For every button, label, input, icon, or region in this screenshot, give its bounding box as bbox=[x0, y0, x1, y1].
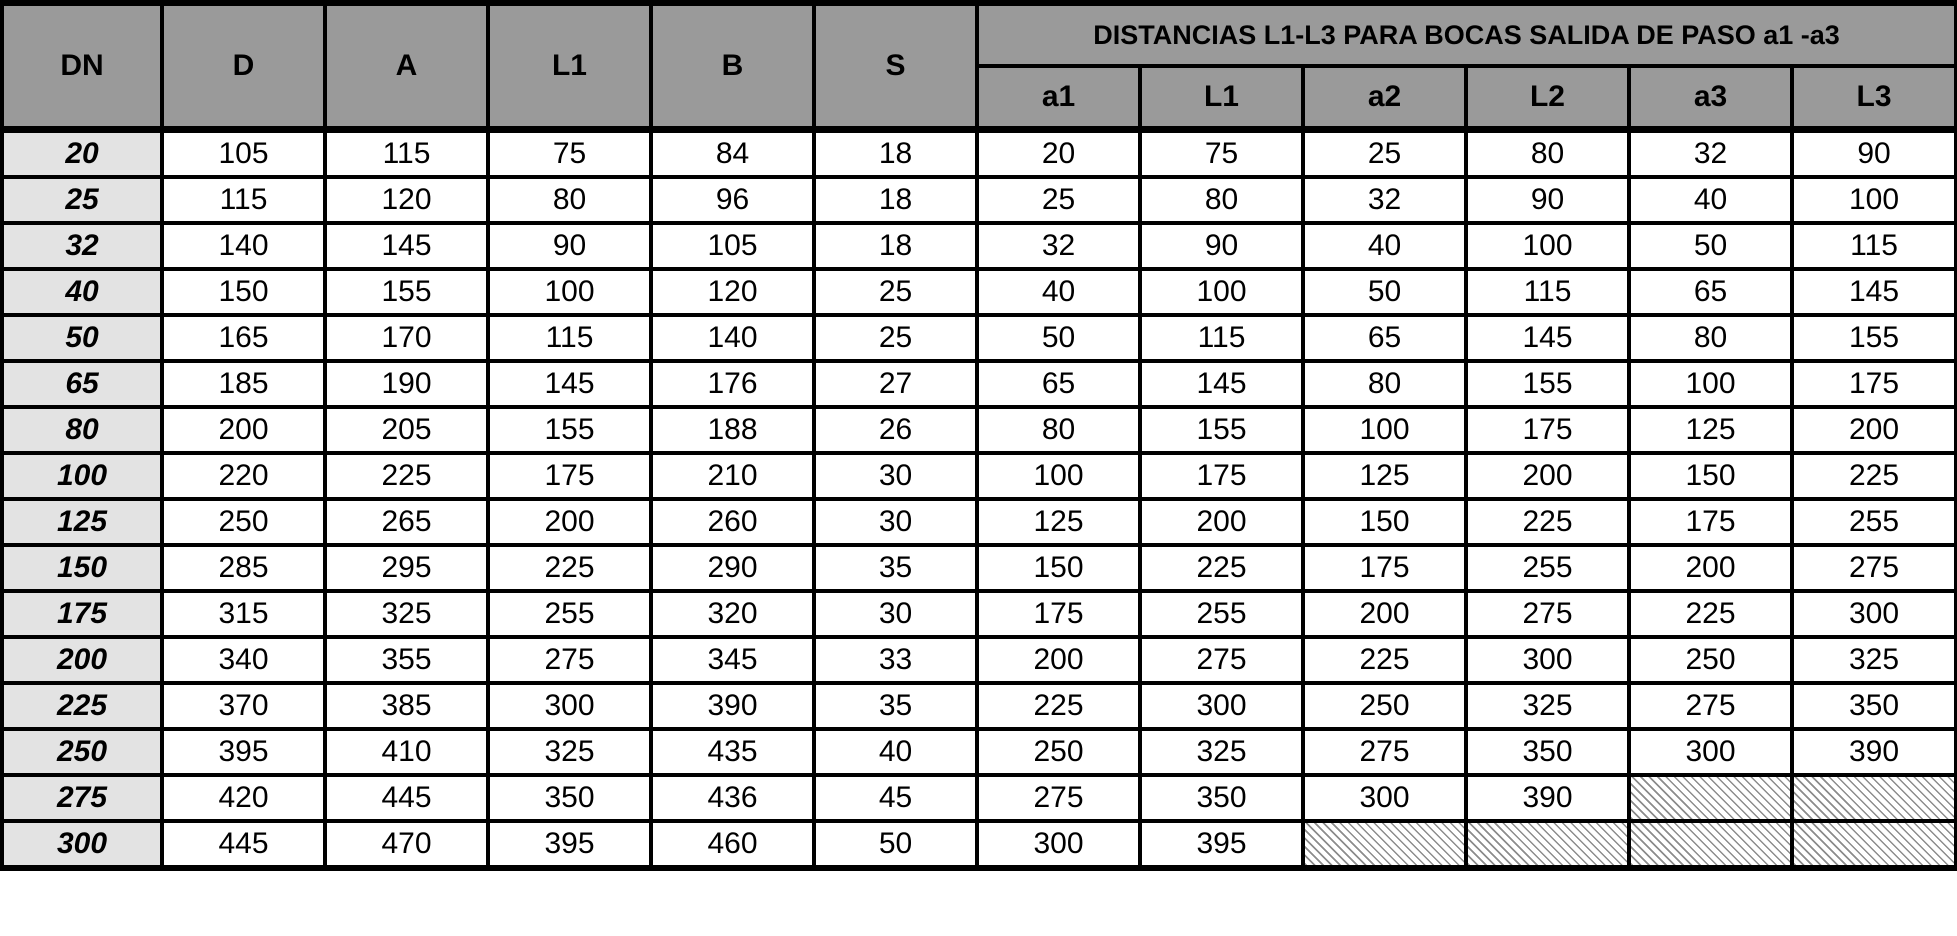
cell-a: 120 bbox=[325, 177, 488, 223]
cell-l2: 100 bbox=[1466, 223, 1629, 269]
cell-d: 370 bbox=[162, 683, 325, 729]
cell-d: 340 bbox=[162, 637, 325, 683]
table-row bbox=[2, 637, 1956, 683]
cell-a3: 300 bbox=[1629, 729, 1792, 775]
cell-dn: 150 bbox=[2, 545, 162, 591]
cell-dn: 25 bbox=[2, 177, 162, 223]
cell-a: 470 bbox=[325, 821, 488, 868]
cell-l1: 275 bbox=[488, 637, 651, 683]
cell-dn: 50 bbox=[2, 315, 162, 361]
cell-l1: 155 bbox=[488, 407, 651, 453]
cell-a3: 32 bbox=[1629, 130, 1792, 178]
cell-a3-not-applicable bbox=[1629, 775, 1792, 821]
cell-a2: 100 bbox=[1303, 407, 1466, 453]
cell-dn: 250 bbox=[2, 729, 162, 775]
cell-group-l1: 255 bbox=[1140, 591, 1303, 637]
cell-l2: 275 bbox=[1466, 591, 1629, 637]
cell-d: 250 bbox=[162, 499, 325, 545]
cell-a3: 200 bbox=[1629, 545, 1792, 591]
cell-a1: 225 bbox=[977, 683, 1140, 729]
cell-a1: 50 bbox=[977, 315, 1140, 361]
cell-group-l1: 300 bbox=[1140, 683, 1303, 729]
cell-d: 420 bbox=[162, 775, 325, 821]
cell-dn: 20 bbox=[2, 130, 162, 178]
cell-group-l1: 225 bbox=[1140, 545, 1303, 591]
cell-a1: 65 bbox=[977, 361, 1140, 407]
cell-s: 35 bbox=[814, 545, 977, 591]
cell-l2: 80 bbox=[1466, 130, 1629, 178]
header-a1: a1 bbox=[977, 66, 1140, 130]
cell-l2: 325 bbox=[1466, 683, 1629, 729]
cell-a: 355 bbox=[325, 637, 488, 683]
cell-s: 30 bbox=[814, 591, 977, 637]
cell-a1: 125 bbox=[977, 499, 1140, 545]
cell-b: 105 bbox=[651, 223, 814, 269]
cell-a: 295 bbox=[325, 545, 488, 591]
cell-l3-not-applicable bbox=[1792, 821, 1956, 868]
table-row bbox=[2, 269, 1956, 315]
cell-a1: 80 bbox=[977, 407, 1140, 453]
cell-l1: 225 bbox=[488, 545, 651, 591]
cell-l2: 175 bbox=[1466, 407, 1629, 453]
cell-l1: 75 bbox=[488, 130, 651, 178]
table-row bbox=[2, 591, 1956, 637]
cell-a1: 300 bbox=[977, 821, 1140, 868]
cell-a: 170 bbox=[325, 315, 488, 361]
cell-l3: 255 bbox=[1792, 499, 1956, 545]
cell-group-l1: 200 bbox=[1140, 499, 1303, 545]
header-a: A bbox=[325, 3, 488, 130]
cell-a2: 40 bbox=[1303, 223, 1466, 269]
cell-d: 220 bbox=[162, 453, 325, 499]
header-b: B bbox=[651, 3, 814, 130]
cell-a: 205 bbox=[325, 407, 488, 453]
cell-l1: 90 bbox=[488, 223, 651, 269]
cell-a1: 100 bbox=[977, 453, 1140, 499]
header-l1: L1 bbox=[488, 3, 651, 130]
cell-l3: 390 bbox=[1792, 729, 1956, 775]
cell-dn: 125 bbox=[2, 499, 162, 545]
cell-group-l1: 115 bbox=[1140, 315, 1303, 361]
cell-a2: 125 bbox=[1303, 453, 1466, 499]
cell-a1: 275 bbox=[977, 775, 1140, 821]
cell-a3: 175 bbox=[1629, 499, 1792, 545]
cell-group-l1: 175 bbox=[1140, 453, 1303, 499]
cell-l2: 115 bbox=[1466, 269, 1629, 315]
cell-a1: 20 bbox=[977, 130, 1140, 178]
cell-a: 115 bbox=[325, 130, 488, 178]
cell-a2: 250 bbox=[1303, 683, 1466, 729]
table-row bbox=[2, 223, 1956, 269]
cell-group-l1: 155 bbox=[1140, 407, 1303, 453]
table-row bbox=[2, 821, 1956, 868]
cell-b: 390 bbox=[651, 683, 814, 729]
cell-l2: 300 bbox=[1466, 637, 1629, 683]
header-dn: DN bbox=[2, 3, 162, 130]
cell-a3: 225 bbox=[1629, 591, 1792, 637]
cell-a1: 32 bbox=[977, 223, 1140, 269]
cell-a3: 80 bbox=[1629, 315, 1792, 361]
cell-a1: 175 bbox=[977, 591, 1140, 637]
cell-a2: 50 bbox=[1303, 269, 1466, 315]
cell-a: 145 bbox=[325, 223, 488, 269]
cell-b: 345 bbox=[651, 637, 814, 683]
cell-group-l1: 395 bbox=[1140, 821, 1303, 868]
table-row bbox=[2, 683, 1956, 729]
cell-a3-not-applicable bbox=[1629, 821, 1792, 868]
cell-l1: 350 bbox=[488, 775, 651, 821]
cell-dn: 175 bbox=[2, 591, 162, 637]
cell-d: 115 bbox=[162, 177, 325, 223]
cell-s: 25 bbox=[814, 269, 977, 315]
cell-l3: 325 bbox=[1792, 637, 1956, 683]
cell-group-l1: 350 bbox=[1140, 775, 1303, 821]
cell-l3: 175 bbox=[1792, 361, 1956, 407]
cell-group-l1: 145 bbox=[1140, 361, 1303, 407]
cell-l2: 350 bbox=[1466, 729, 1629, 775]
cell-d: 105 bbox=[162, 130, 325, 178]
cell-dn: 275 bbox=[2, 775, 162, 821]
cell-b: 435 bbox=[651, 729, 814, 775]
cell-group-l1: 275 bbox=[1140, 637, 1303, 683]
cell-l1: 325 bbox=[488, 729, 651, 775]
cell-b: 210 bbox=[651, 453, 814, 499]
cell-a2-not-applicable bbox=[1303, 821, 1466, 868]
cell-l3: 145 bbox=[1792, 269, 1956, 315]
cell-l3: 115 bbox=[1792, 223, 1956, 269]
cell-group-l1: 325 bbox=[1140, 729, 1303, 775]
cell-dn: 300 bbox=[2, 821, 162, 868]
cell-s: 27 bbox=[814, 361, 977, 407]
cell-b: 176 bbox=[651, 361, 814, 407]
cell-l1: 115 bbox=[488, 315, 651, 361]
cell-a2: 300 bbox=[1303, 775, 1466, 821]
cell-a: 445 bbox=[325, 775, 488, 821]
cell-b: 320 bbox=[651, 591, 814, 637]
cell-l2-not-applicable bbox=[1466, 821, 1629, 868]
cell-a1: 40 bbox=[977, 269, 1140, 315]
cell-l2: 255 bbox=[1466, 545, 1629, 591]
cell-d: 285 bbox=[162, 545, 325, 591]
cell-a1: 200 bbox=[977, 637, 1140, 683]
cell-a2: 225 bbox=[1303, 637, 1466, 683]
header-d: D bbox=[162, 3, 325, 130]
cell-l1: 395 bbox=[488, 821, 651, 868]
cell-dn: 80 bbox=[2, 407, 162, 453]
header-l2: L2 bbox=[1466, 66, 1629, 130]
cell-a2: 25 bbox=[1303, 130, 1466, 178]
cell-s: 18 bbox=[814, 177, 977, 223]
cell-l1: 255 bbox=[488, 591, 651, 637]
cell-a2: 275 bbox=[1303, 729, 1466, 775]
cell-d: 395 bbox=[162, 729, 325, 775]
cell-s: 40 bbox=[814, 729, 977, 775]
cell-l2: 225 bbox=[1466, 499, 1629, 545]
cell-d: 200 bbox=[162, 407, 325, 453]
cell-a2: 80 bbox=[1303, 361, 1466, 407]
cell-b: 436 bbox=[651, 775, 814, 821]
table-row bbox=[2, 315, 1956, 361]
table-row bbox=[2, 545, 1956, 591]
cell-a3: 50 bbox=[1629, 223, 1792, 269]
cell-a: 155 bbox=[325, 269, 488, 315]
cell-b: 120 bbox=[651, 269, 814, 315]
table-row bbox=[2, 177, 1956, 223]
cell-b: 84 bbox=[651, 130, 814, 178]
cell-l1: 145 bbox=[488, 361, 651, 407]
cell-d: 150 bbox=[162, 269, 325, 315]
cell-a1: 250 bbox=[977, 729, 1140, 775]
cell-a3: 125 bbox=[1629, 407, 1792, 453]
cell-l1: 175 bbox=[488, 453, 651, 499]
cell-s: 18 bbox=[814, 223, 977, 269]
cell-b: 290 bbox=[651, 545, 814, 591]
cell-a3: 65 bbox=[1629, 269, 1792, 315]
cell-d: 185 bbox=[162, 361, 325, 407]
cell-dn: 65 bbox=[2, 361, 162, 407]
cell-s: 18 bbox=[814, 130, 977, 178]
header-group-l1: L1 bbox=[1140, 66, 1303, 130]
cell-l1: 100 bbox=[488, 269, 651, 315]
cell-l2: 90 bbox=[1466, 177, 1629, 223]
cell-d: 165 bbox=[162, 315, 325, 361]
cell-d: 315 bbox=[162, 591, 325, 637]
table-body bbox=[2, 130, 1956, 869]
cell-a3: 40 bbox=[1629, 177, 1792, 223]
cell-l3: 90 bbox=[1792, 130, 1956, 178]
cell-b: 460 bbox=[651, 821, 814, 868]
cell-a: 190 bbox=[325, 361, 488, 407]
cell-d: 445 bbox=[162, 821, 325, 868]
cell-group-l1: 80 bbox=[1140, 177, 1303, 223]
cell-a3: 100 bbox=[1629, 361, 1792, 407]
cell-dn: 200 bbox=[2, 637, 162, 683]
cell-s: 30 bbox=[814, 499, 977, 545]
cell-l3: 155 bbox=[1792, 315, 1956, 361]
cell-s: 45 bbox=[814, 775, 977, 821]
cell-dn: 40 bbox=[2, 269, 162, 315]
cell-l1: 200 bbox=[488, 499, 651, 545]
cell-dn: 225 bbox=[2, 683, 162, 729]
table-row bbox=[2, 729, 1956, 775]
cell-s: 25 bbox=[814, 315, 977, 361]
table-row bbox=[2, 775, 1956, 821]
cell-l1: 80 bbox=[488, 177, 651, 223]
cell-a2: 150 bbox=[1303, 499, 1466, 545]
header-s: S bbox=[814, 3, 977, 130]
cell-dn: 32 bbox=[2, 223, 162, 269]
header-a3: a3 bbox=[1629, 66, 1792, 130]
cell-b: 140 bbox=[651, 315, 814, 361]
cell-a2: 200 bbox=[1303, 591, 1466, 637]
cell-l3: 225 bbox=[1792, 453, 1956, 499]
cell-l3: 100 bbox=[1792, 177, 1956, 223]
table-row bbox=[2, 361, 1956, 407]
cell-dn: 100 bbox=[2, 453, 162, 499]
cell-l2: 155 bbox=[1466, 361, 1629, 407]
cell-a: 325 bbox=[325, 591, 488, 637]
cell-l3-not-applicable bbox=[1792, 775, 1956, 821]
cell-b: 260 bbox=[651, 499, 814, 545]
cell-l2: 145 bbox=[1466, 315, 1629, 361]
cell-b: 96 bbox=[651, 177, 814, 223]
cell-a: 410 bbox=[325, 729, 488, 775]
table-row bbox=[2, 130, 1956, 178]
cell-l3: 350 bbox=[1792, 683, 1956, 729]
cell-a3: 150 bbox=[1629, 453, 1792, 499]
cell-l3: 275 bbox=[1792, 545, 1956, 591]
cell-a1: 25 bbox=[977, 177, 1140, 223]
cell-s: 50 bbox=[814, 821, 977, 868]
cell-a3: 250 bbox=[1629, 637, 1792, 683]
table-row bbox=[2, 453, 1956, 499]
header-group-distances: DISTANCIAS L1-L3 PARA BOCAS SALIDA DE PASO a1 -a3 bbox=[977, 3, 1956, 66]
cell-s: 35 bbox=[814, 683, 977, 729]
header-a2: a2 bbox=[1303, 66, 1466, 130]
cell-s: 33 bbox=[814, 637, 977, 683]
cell-a: 265 bbox=[325, 499, 488, 545]
cell-s: 26 bbox=[814, 407, 977, 453]
cell-b: 188 bbox=[651, 407, 814, 453]
cell-l2: 390 bbox=[1466, 775, 1629, 821]
cell-a3: 275 bbox=[1629, 683, 1792, 729]
cell-l1: 300 bbox=[488, 683, 651, 729]
cell-a1: 150 bbox=[977, 545, 1140, 591]
cell-a: 225 bbox=[325, 453, 488, 499]
cell-a2: 175 bbox=[1303, 545, 1466, 591]
cell-d: 140 bbox=[162, 223, 325, 269]
cell-a2: 32 bbox=[1303, 177, 1466, 223]
cell-group-l1: 90 bbox=[1140, 223, 1303, 269]
cell-l2: 200 bbox=[1466, 453, 1629, 499]
header-l3: L3 bbox=[1792, 66, 1956, 130]
cell-group-l1: 75 bbox=[1140, 130, 1303, 178]
cell-a: 385 bbox=[325, 683, 488, 729]
cell-l3: 200 bbox=[1792, 407, 1956, 453]
cell-s: 30 bbox=[814, 453, 977, 499]
cell-a2: 65 bbox=[1303, 315, 1466, 361]
cell-group-l1: 100 bbox=[1140, 269, 1303, 315]
table-row bbox=[2, 407, 1956, 453]
table-row bbox=[2, 499, 1956, 545]
cell-l3: 300 bbox=[1792, 591, 1956, 637]
